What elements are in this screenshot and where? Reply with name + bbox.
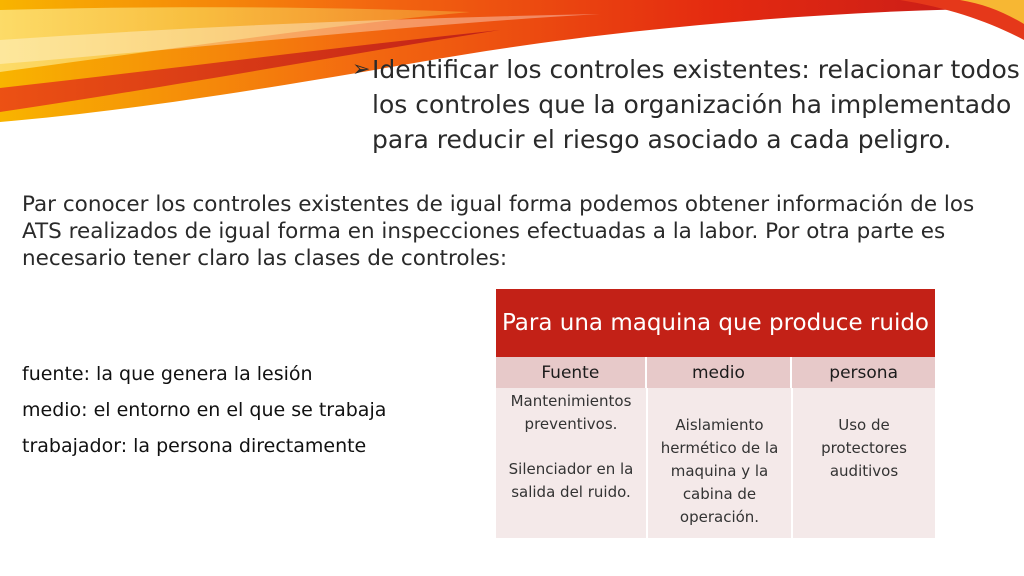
definition-trabajador: trabajador: la persona directamente — [22, 435, 367, 457]
definition-fuente: fuente: la que genera la lesión — [22, 363, 313, 385]
cell-persona: Uso de protectores auditivos — [791, 388, 935, 538]
cell-fuente-line-2: Silenciador en la salida del ruido. — [508, 460, 634, 501]
cell-fuente — [496, 388, 646, 538]
header-medio: medio — [645, 357, 791, 388]
cell-medio: Aislamiento hermético de la maquina y la cabina de operación. — [646, 388, 791, 538]
header-persona: persona — [790, 357, 935, 388]
table-row — [496, 388, 935, 538]
table-title: Para una maquina que produce ruido — [496, 289, 935, 357]
cell-fuente-line-1: Mantenimientos preventivos. — [510, 392, 632, 433]
controls-table — [496, 289, 935, 538]
definition-medio: medio: el entorno en el que se trabaja — [22, 399, 387, 421]
bullet-heading-text: Identificar los controles existentes: relacionar todos los controles que la organización ha implementado para reducir el riesgo asociado a cada peligro. — [372, 55, 1020, 154]
definitions-list — [22, 356, 472, 464]
intro-paragraph: Par conocer los controles existentes de igual forma podemos obtener información de los ATS realizados de igual forma en inspecciones efectuadas a la labor. Por otra parte es necesario tener claro las clases de controles: — [22, 192, 975, 271]
arrow-bullet-icon: ➢ — [352, 57, 371, 82]
header-fuente: Fuente — [541, 362, 600, 383]
table-header-row — [496, 357, 935, 388]
bullet-heading — [352, 52, 1022, 157]
